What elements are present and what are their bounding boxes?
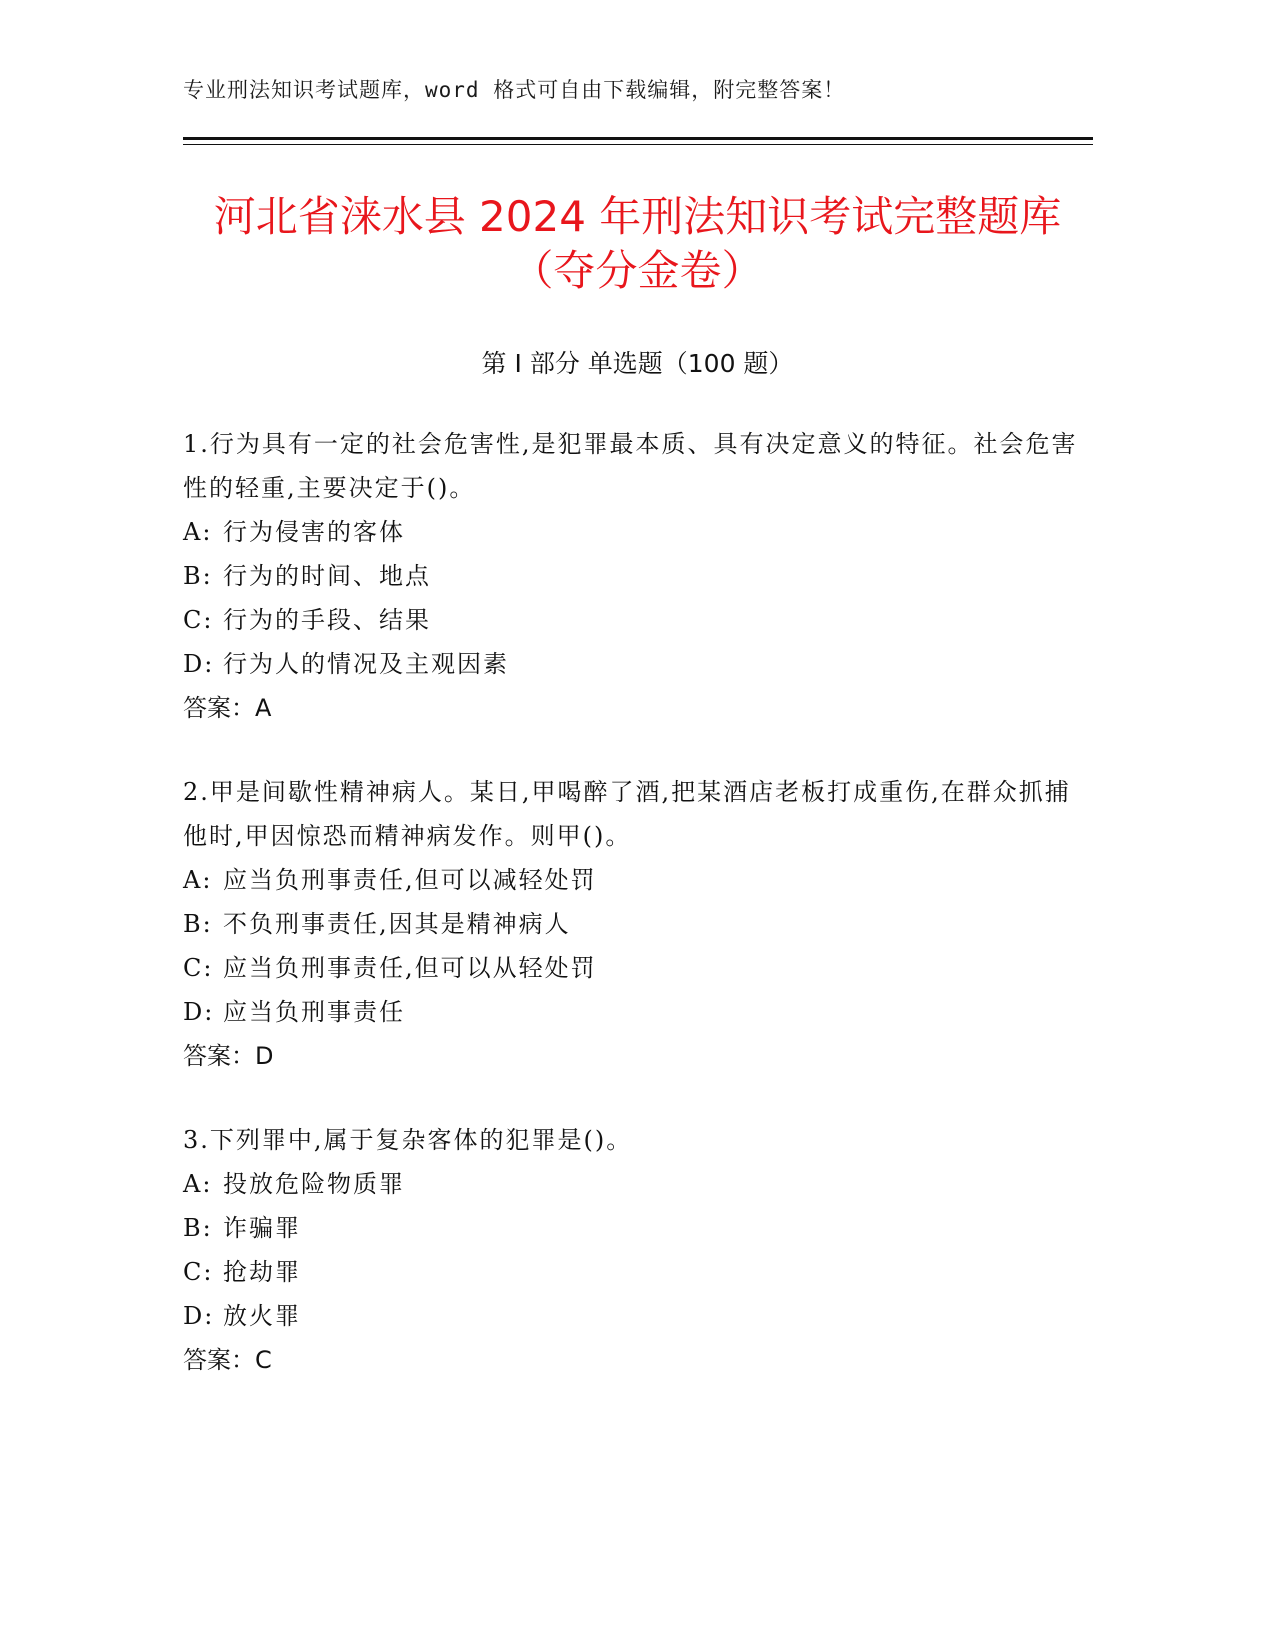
option-text: 行为人的情况及主观因素	[223, 650, 509, 678]
option-text: 放火罪	[223, 1302, 301, 1330]
question-text: 3.下列罪中,属于复杂客体的犯罪是()。	[183, 1126, 633, 1154]
option-letter: B:	[183, 910, 213, 938]
option-b	[183, 554, 1093, 598]
option-text: 应当负刑事责任	[223, 998, 405, 1026]
option-letter: B:	[183, 1214, 213, 1242]
option-c	[183, 1250, 1093, 1294]
answer-line: 答案：D	[183, 1042, 274, 1070]
option-text: 应当负刑事责任,但可以从轻处罚	[223, 954, 597, 982]
header-rule-thin	[183, 144, 1093, 145]
option-d	[183, 990, 1093, 1034]
document-subtitle: （夺分金卷）	[511, 246, 764, 295]
option-d	[183, 642, 1093, 686]
answer-line: 答案：C	[183, 1346, 272, 1374]
option-letter: A:	[183, 518, 213, 546]
document-title: 河北省涞水县 2024 年刑法知识考试完整题库	[213, 192, 1062, 241]
option-a	[183, 858, 1093, 902]
option-letter: A:	[183, 1170, 213, 1198]
option-letter: A:	[183, 866, 213, 894]
option-letter: D:	[183, 998, 215, 1026]
question-text: 2.甲是间歇性精神病人。某日,甲喝醉了酒,把某酒店老板打成重伤,在群众抓捕他时,甲因惊恐而精神病发作。则甲()。	[183, 778, 1071, 850]
header-note: 专业刑法知识考试题库，word 格式可自由下载编辑，附完整答案！	[183, 78, 846, 102]
header-rule-thick	[183, 137, 1093, 140]
section-heading: 第 I 部分 单选题（100 题）	[481, 349, 794, 378]
option-d	[183, 1294, 1093, 1338]
option-letter: C:	[183, 606, 214, 634]
option-b	[183, 1206, 1093, 1250]
option-letter: D:	[183, 650, 215, 678]
option-c	[183, 598, 1093, 642]
option-a	[183, 510, 1093, 554]
option-text: 抢劫罪	[223, 1258, 301, 1286]
option-text: 行为的手段、结果	[223, 606, 431, 634]
option-a	[183, 1162, 1093, 1206]
option-c	[183, 946, 1093, 990]
option-letter: B:	[183, 562, 213, 590]
option-letter: C:	[183, 954, 214, 982]
question-3	[183, 1118, 1093, 1382]
option-letter: C:	[183, 1258, 214, 1286]
option-b	[183, 902, 1093, 946]
question-1	[183, 422, 1093, 730]
answer-line: 答案：A	[183, 694, 272, 722]
option-text: 行为的时间、地点	[223, 562, 431, 590]
option-text: 行为侵害的客体	[223, 518, 405, 546]
question-text: 1.行为具有一定的社会危害性,是犯罪最本质、具有决定意义的特征。社会危害性的轻重,主要决定于()。	[183, 430, 1078, 502]
option-text: 不负刑事责任,因其是精神病人	[223, 910, 571, 938]
option-text: 投放危险物质罪	[223, 1170, 405, 1198]
option-letter: D:	[183, 1302, 215, 1330]
option-text: 应当负刑事责任,但可以减轻处罚	[223, 866, 597, 894]
option-text: 诈骗罪	[223, 1214, 301, 1242]
question-2	[183, 770, 1093, 1078]
